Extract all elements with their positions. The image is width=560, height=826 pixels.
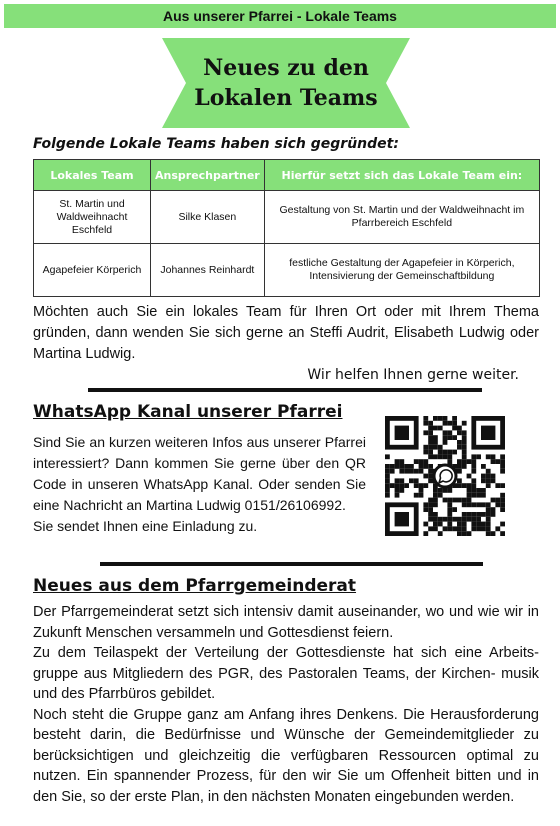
- whatsapp-heading: WhatsApp Kanal unserer Pfarrei: [33, 402, 343, 422]
- help-line: Wir helfen Ihnen gerne weiter.: [307, 367, 519, 383]
- section-header-bar: Aus unserer Pfarrei - Lokale Teams: [4, 4, 556, 28]
- contact-cell: Johannes Reinhardt: [151, 244, 265, 297]
- whatsapp-text: [33, 432, 366, 537]
- council-heading: Neues aus dem Pfarrgemeinderat: [33, 576, 357, 596]
- whatsapp-paragraph: Sind Sie an kurzen weiteren Infos aus unserer Pfarrei interessiert? Dann kommen Sie gerne über den QR Code in unseren WhatsApp Kanal. Oder senden Sie eine Nachricht an Martina Ludwig 0151/26106992.: [33, 434, 366, 513]
- council-paragraph: Der Pfarrgemeinderat setzt sich intensiv damit auseinander, wo und wie wir in Zukunft Menschen versammeln und Gottesdienst feiern.: [33, 604, 539, 641]
- council-paragraph: Noch steht die Gruppe ganz am Anfang ihres Denkens. Die Herausforderung besteht darin, die Bedürfnisse und Wünsche der Gemeindemitglieder zu berücksichtigen und gleichzeitig die verfügbaren Ressourcen optimal zu nutzen. Ein spannender Prozess, für den wir Sie um Offenheit bitten und in den Sie, so der erste Plan, in den nächsten Monaten eingebunden werden.: [33, 706, 539, 805]
- teams-intro: Folgende Lokale Teams haben sich gegründet:: [33, 136, 399, 152]
- contact-cell: Silke Klasen: [151, 191, 265, 244]
- ribbon-title-line1: Neues zu den: [203, 55, 369, 81]
- purpose-cell: festliche Gestaltung der Agapefeier in Körperich, Intensivierung der Gemeinschaftbildung: [264, 244, 539, 297]
- whatsapp-invite-line: Sie sendet Ihnen eine Einladung zu.: [33, 518, 258, 534]
- divider-rule: [100, 562, 483, 566]
- teams-table: [33, 159, 540, 297]
- council-paragraph: Zu dem Teilaspekt der Verteilung der Gottesdienste hat sich eine Arbeits- gruppe aus Mitgliedern des PGR, des Pastoralen Teams, der Kirchen- musik und des Pfarrbüros gebildet.: [33, 645, 539, 702]
- column-header-contact: Ansprechpartner: [151, 160, 265, 191]
- teams-table-header: [34, 160, 540, 191]
- invite-paragraph: Möchten auch Sie ein lokales Team für Ihren Ort oder mit Ihrem Thema gründen, dann wenden Sie sich gerne an Steffi Audrit, Elisabeth Ludwig oder Martina Ludwig.: [33, 304, 539, 362]
- table-row: [34, 191, 540, 244]
- team-name-cell: Agapefeier Körperich: [34, 244, 151, 297]
- council-text: [33, 602, 539, 807]
- whatsapp-qr-code-icon[interactable]: [385, 414, 505, 538]
- divider-rule: [88, 388, 482, 392]
- table-row: [34, 244, 540, 297]
- column-header-purpose: Hierfür setzt sich das Lokale Team ein:: [264, 160, 539, 191]
- column-header-team: Lokales Team: [34, 160, 151, 191]
- title-ribbon: [162, 38, 410, 128]
- ribbon-title-line2: Lokalen Teams: [194, 85, 378, 111]
- purpose-cell: Gestaltung von St. Martin und der Waldweihnacht im Pfarrbereich Eschfeld: [264, 191, 539, 244]
- team-name-cell: St. Martin und Waldweihnacht Eschfeld: [34, 191, 151, 244]
- ribbon-title: [162, 38, 410, 128]
